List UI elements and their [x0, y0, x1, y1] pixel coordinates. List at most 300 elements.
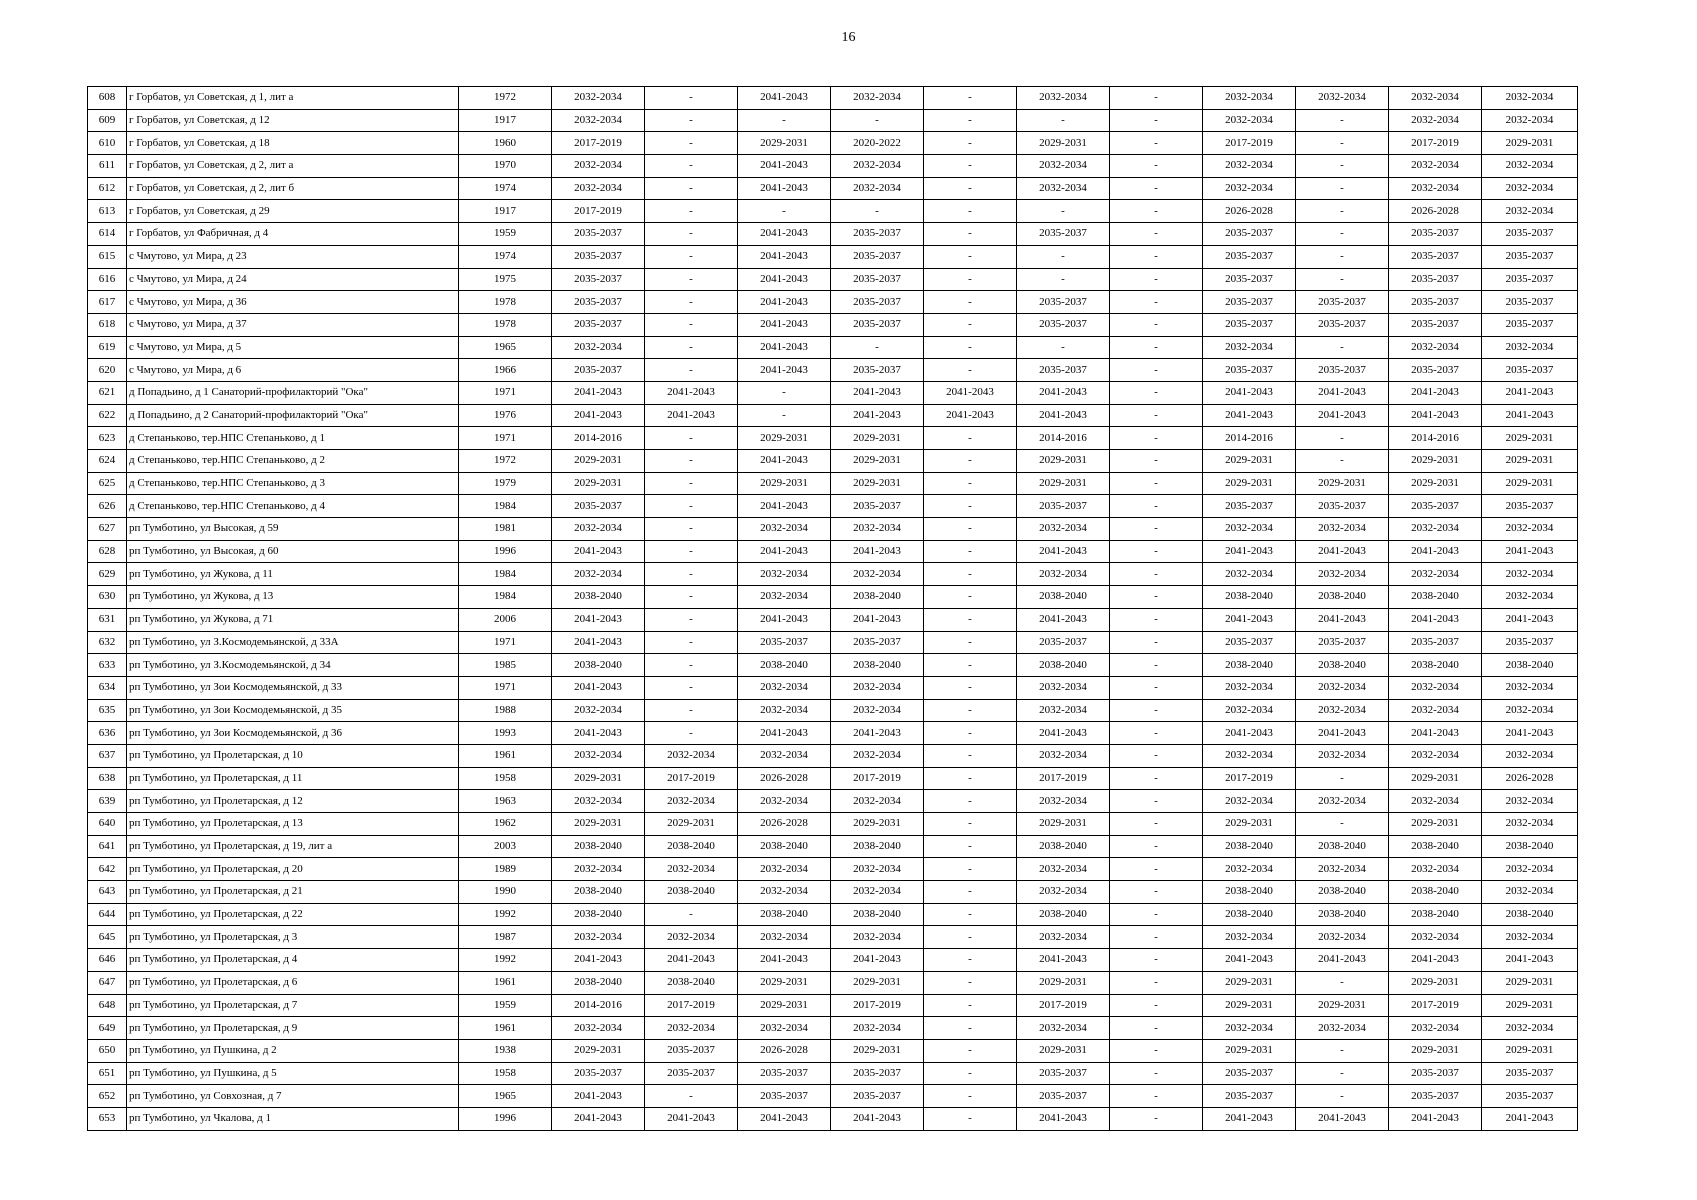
period-cell: 2038-2040	[831, 654, 924, 677]
period-cell: 2032-2034	[738, 790, 831, 813]
period-cell: 2029-2031	[1389, 767, 1482, 790]
period-cell: 2035-2037	[831, 631, 924, 654]
period-cell: -	[924, 903, 1017, 926]
period-cell: -	[1296, 268, 1389, 291]
period-cell: -	[1110, 767, 1203, 790]
period-cell: 2041-2043	[1482, 722, 1578, 745]
period-cell: 2038-2040	[1017, 654, 1110, 677]
period-cell: 2029-2031	[1482, 994, 1578, 1017]
row-number-cell: 616	[88, 268, 127, 291]
period-cell: -	[645, 586, 738, 609]
period-cell: 2017-2019	[1389, 132, 1482, 155]
address-cell: г Горбатов, ул Советская, д 12	[127, 109, 459, 132]
period-cell: -	[645, 1085, 738, 1108]
period-cell: 2026-2028	[738, 1039, 831, 1062]
period-cell: 2035-2037	[1203, 268, 1296, 291]
period-cell: -	[645, 608, 738, 631]
period-cell: -	[1296, 177, 1389, 200]
address-cell: д Степаньково, тер.НПС Степаньково, д 3	[127, 472, 459, 495]
period-cell: -	[924, 427, 1017, 450]
table-row	[88, 200, 1578, 223]
period-cell: 2035-2037	[1389, 1062, 1482, 1085]
period-cell: 2038-2040	[1017, 903, 1110, 926]
period-cell: 2029-2031	[1203, 1039, 1296, 1062]
period-cell: 2035-2037	[552, 359, 645, 382]
year-built-cell: 1987	[459, 926, 552, 949]
period-cell: -	[1296, 427, 1389, 450]
period-cell: 2041-2043	[1017, 404, 1110, 427]
period-cell: 2032-2034	[1017, 699, 1110, 722]
period-cell: 2032-2034	[1203, 744, 1296, 767]
period-cell: 2035-2037	[831, 1085, 924, 1108]
period-cell: -	[645, 903, 738, 926]
year-built-cell: 1961	[459, 971, 552, 994]
period-cell: -	[924, 654, 1017, 677]
table-row	[88, 631, 1578, 654]
period-cell: 2032-2034	[645, 858, 738, 881]
period-cell: 2014-2016	[1017, 427, 1110, 450]
period-cell: 2032-2034	[1389, 563, 1482, 586]
period-cell: 2032-2034	[831, 177, 924, 200]
period-cell: -	[924, 744, 1017, 767]
period-cell: -	[645, 200, 738, 223]
period-cell: 2035-2037	[552, 313, 645, 336]
row-number-cell: 644	[88, 903, 127, 926]
period-cell: 2035-2037	[1482, 359, 1578, 382]
period-cell: -	[645, 132, 738, 155]
period-cell: -	[924, 109, 1017, 132]
period-cell: 2041-2043	[738, 336, 831, 359]
period-cell: 2032-2034	[1389, 858, 1482, 881]
row-number-cell: 643	[88, 881, 127, 904]
period-cell: 2020-2022	[831, 132, 924, 155]
period-cell: 2041-2043	[1389, 949, 1482, 972]
period-cell: 2032-2034	[831, 518, 924, 541]
row-number-cell: 609	[88, 109, 127, 132]
year-built-cell: 1917	[459, 200, 552, 223]
period-cell: 2032-2034	[738, 518, 831, 541]
row-number-cell: 639	[88, 790, 127, 813]
period-cell: 2032-2034	[1296, 676, 1389, 699]
year-built-cell: 1976	[459, 404, 552, 427]
period-cell: 2041-2043	[1482, 608, 1578, 631]
period-cell: 2029-2031	[1389, 1039, 1482, 1062]
period-cell: 2032-2034	[1389, 926, 1482, 949]
period-cell: 2041-2043	[1389, 540, 1482, 563]
period-cell: 2038-2040	[1017, 835, 1110, 858]
period-cell: 2032-2034	[1482, 858, 1578, 881]
address-cell: г Горбатов, ул Фабричная, д 4	[127, 223, 459, 246]
period-cell: 2035-2037	[1482, 313, 1578, 336]
row-number-cell: 625	[88, 472, 127, 495]
period-cell: 2032-2034	[1203, 790, 1296, 813]
address-cell: рп Тумботино, ул Высокая, д 60	[127, 540, 459, 563]
period-cell: 2029-2031	[738, 971, 831, 994]
address-cell: г Горбатов, ул Советская, д 2, лит б	[127, 177, 459, 200]
period-cell: -	[645, 268, 738, 291]
period-cell: -	[1296, 109, 1389, 132]
row-number-cell: 621	[88, 381, 127, 404]
period-cell: 2041-2043	[1017, 1107, 1110, 1130]
period-cell: 2035-2037	[552, 245, 645, 268]
period-cell: 2032-2034	[1203, 155, 1296, 178]
period-cell: -	[1296, 813, 1389, 836]
period-cell: 2035-2037	[1296, 313, 1389, 336]
period-cell: 2029-2031	[1203, 971, 1296, 994]
period-cell: -	[924, 767, 1017, 790]
period-cell: -	[1296, 1085, 1389, 1108]
period-cell: 2035-2037	[1017, 631, 1110, 654]
address-cell: д Попадьино, д 2 Санаторий-профилакторий "Ока"	[127, 404, 459, 427]
period-cell: -	[831, 336, 924, 359]
year-built-cell: 1996	[459, 1107, 552, 1130]
row-number-cell: 617	[88, 291, 127, 314]
period-cell: 2035-2037	[1203, 1085, 1296, 1108]
table-row	[88, 903, 1578, 926]
table-row	[88, 109, 1578, 132]
period-cell: 2041-2043	[552, 404, 645, 427]
period-cell: -	[924, 722, 1017, 745]
period-cell: -	[1110, 109, 1203, 132]
period-cell: 2032-2034	[831, 790, 924, 813]
table-row	[88, 336, 1578, 359]
address-cell: рп Тумботино, ул Пролетарская, д 3	[127, 926, 459, 949]
period-cell: 2035-2037	[1203, 223, 1296, 246]
period-cell: -	[924, 268, 1017, 291]
period-cell: -	[1110, 835, 1203, 858]
period-cell: 2029-2031	[1296, 994, 1389, 1017]
table-row	[88, 1062, 1578, 1085]
period-cell: -	[1110, 87, 1203, 110]
period-cell: 2038-2040	[831, 903, 924, 926]
period-cell: 2032-2034	[1203, 109, 1296, 132]
period-cell: 2032-2034	[1389, 676, 1482, 699]
period-cell: 2032-2034	[831, 926, 924, 949]
period-cell: 2041-2043	[1296, 949, 1389, 972]
period-cell: 2029-2031	[552, 767, 645, 790]
table-row	[88, 404, 1578, 427]
period-cell: 2041-2043	[645, 381, 738, 404]
year-built-cell: 1996	[459, 540, 552, 563]
period-cell: 2032-2034	[1482, 109, 1578, 132]
period-cell: -	[1110, 177, 1203, 200]
period-cell: 2032-2034	[1296, 87, 1389, 110]
period-cell: 2032-2034	[1389, 518, 1482, 541]
period-cell: 2032-2034	[645, 744, 738, 767]
period-cell: 2032-2034	[1389, 109, 1482, 132]
period-cell: 2029-2031	[1017, 132, 1110, 155]
period-cell: 2032-2034	[552, 926, 645, 949]
period-cell: 2032-2034	[1482, 676, 1578, 699]
table-row	[88, 427, 1578, 450]
period-cell: 2035-2037	[1296, 495, 1389, 518]
period-cell: -	[924, 87, 1017, 110]
period-cell: 2029-2031	[1017, 472, 1110, 495]
period-cell: 2035-2037	[1389, 359, 1482, 382]
address-cell: рп Тумботино, ул Пушкина, д 5	[127, 1062, 459, 1085]
address-cell: рп Тумботино, ул Зои Космодемьянской, д 36	[127, 722, 459, 745]
period-cell: 2032-2034	[552, 858, 645, 881]
row-number-cell: 651	[88, 1062, 127, 1085]
period-cell: 2029-2031	[738, 472, 831, 495]
period-cell: -	[1110, 313, 1203, 336]
period-cell: 2032-2034	[1482, 200, 1578, 223]
year-built-cell: 2003	[459, 835, 552, 858]
period-cell: 2032-2034	[1017, 518, 1110, 541]
year-built-cell: 2006	[459, 608, 552, 631]
period-cell: 2032-2034	[1389, 744, 1482, 767]
period-cell: -	[924, 790, 1017, 813]
table-row	[88, 87, 1578, 110]
period-cell: 2041-2043	[738, 245, 831, 268]
period-cell: 2035-2037	[831, 1062, 924, 1085]
period-cell: -	[924, 858, 1017, 881]
period-cell: 2038-2040	[738, 835, 831, 858]
period-cell: -	[645, 495, 738, 518]
period-cell: -	[1110, 903, 1203, 926]
period-cell: -	[738, 404, 831, 427]
table-row	[88, 268, 1578, 291]
address-cell: рп Тумботино, ул Зои Космодемьянской, д 33	[127, 676, 459, 699]
period-cell: 2041-2043	[1203, 381, 1296, 404]
period-cell: 2041-2043	[552, 676, 645, 699]
period-cell: 2017-2019	[1389, 994, 1482, 1017]
row-number-cell: 630	[88, 586, 127, 609]
period-cell: 2035-2037	[738, 1085, 831, 1108]
row-number-cell: 648	[88, 994, 127, 1017]
period-cell: 2029-2031	[1017, 450, 1110, 473]
row-number-cell: 628	[88, 540, 127, 563]
year-built-cell: 1979	[459, 472, 552, 495]
address-cell: рп Тумботино, ул Пролетарская, д 6	[127, 971, 459, 994]
period-cell: -	[1110, 1107, 1203, 1130]
period-cell: 2029-2031	[831, 813, 924, 836]
period-cell: 2032-2034	[738, 926, 831, 949]
row-number-cell: 623	[88, 427, 127, 450]
period-cell: 2032-2034	[1389, 790, 1482, 813]
period-cell: -	[1110, 450, 1203, 473]
table-body	[88, 87, 1578, 1131]
period-cell: 2035-2037	[552, 268, 645, 291]
period-cell: 2032-2034	[1017, 1017, 1110, 1040]
period-cell: 2041-2043	[738, 268, 831, 291]
year-built-cell: 1993	[459, 722, 552, 745]
table-row	[88, 699, 1578, 722]
period-cell: 2032-2034	[1389, 155, 1482, 178]
period-cell: 2038-2040	[738, 654, 831, 677]
period-cell: -	[1296, 450, 1389, 473]
period-cell: -	[1110, 291, 1203, 314]
period-cell: 2041-2043	[645, 1107, 738, 1130]
period-cell: 2032-2034	[645, 1017, 738, 1040]
period-cell: -	[924, 200, 1017, 223]
period-cell: 2029-2031	[1389, 472, 1482, 495]
period-cell: 2035-2037	[1296, 291, 1389, 314]
row-number-cell: 650	[88, 1039, 127, 1062]
period-cell: 2032-2034	[738, 1017, 831, 1040]
year-built-cell: 1958	[459, 1062, 552, 1085]
year-built-cell: 1974	[459, 177, 552, 200]
period-cell: 2032-2034	[831, 87, 924, 110]
period-cell: 2041-2043	[924, 404, 1017, 427]
year-built-cell: 1961	[459, 744, 552, 767]
period-cell: 2035-2037	[831, 291, 924, 314]
period-cell: -	[1110, 359, 1203, 382]
table-row	[88, 1107, 1578, 1130]
period-cell: 2041-2043	[1389, 722, 1482, 745]
year-built-cell: 1992	[459, 949, 552, 972]
period-cell: 2038-2040	[1203, 654, 1296, 677]
year-built-cell: 1958	[459, 767, 552, 790]
period-cell: 2041-2043	[1296, 540, 1389, 563]
period-cell: -	[1110, 404, 1203, 427]
period-cell: 2041-2043	[1017, 949, 1110, 972]
period-cell: 2041-2043	[552, 381, 645, 404]
period-cell: -	[924, 631, 1017, 654]
period-cell: 2014-2016	[552, 427, 645, 450]
period-cell: 2041-2043	[552, 608, 645, 631]
period-cell: 2029-2031	[1482, 132, 1578, 155]
period-cell: 2035-2037	[552, 495, 645, 518]
period-cell: 2032-2034	[1482, 87, 1578, 110]
period-cell: 2035-2037	[645, 1039, 738, 1062]
row-number-cell: 635	[88, 699, 127, 722]
period-cell: 2032-2034	[1017, 87, 1110, 110]
address-cell: рп Тумботино, ул Чкалова, д 1	[127, 1107, 459, 1130]
period-cell: 2032-2034	[1203, 563, 1296, 586]
period-cell: 2014-2016	[1203, 427, 1296, 450]
row-number-cell: 631	[88, 608, 127, 631]
period-cell: 2029-2031	[1203, 813, 1296, 836]
period-cell: 2032-2034	[552, 87, 645, 110]
address-cell: рп Тумботино, ул З.Космодемьянской, д 33А	[127, 631, 459, 654]
address-cell: г Горбатов, ул Советская, д 1, лит а	[127, 87, 459, 110]
period-cell: 2035-2037	[1389, 495, 1482, 518]
period-cell: 2041-2043	[1203, 949, 1296, 972]
period-cell: 2032-2034	[552, 177, 645, 200]
table-row	[88, 994, 1578, 1017]
period-cell: -	[645, 87, 738, 110]
period-cell: 2038-2040	[831, 835, 924, 858]
period-cell: 2032-2034	[831, 858, 924, 881]
period-cell: 2029-2031	[1017, 971, 1110, 994]
period-cell: 2038-2040	[1203, 835, 1296, 858]
period-cell: 2029-2031	[1482, 427, 1578, 450]
period-cell: 2032-2034	[738, 858, 831, 881]
period-cell: -	[645, 540, 738, 563]
year-built-cell: 1970	[459, 155, 552, 178]
period-cell: -	[1296, 132, 1389, 155]
period-cell: 2032-2034	[1203, 177, 1296, 200]
table-row	[88, 563, 1578, 586]
period-cell: -	[738, 381, 831, 404]
period-cell: 2041-2043	[552, 1085, 645, 1108]
period-cell: -	[1296, 155, 1389, 178]
period-cell: -	[924, 177, 1017, 200]
period-cell: 2032-2034	[1482, 177, 1578, 200]
period-cell: -	[645, 427, 738, 450]
period-cell: 2038-2040	[1389, 903, 1482, 926]
period-cell: -	[738, 109, 831, 132]
period-cell: -	[831, 109, 924, 132]
address-cell: рп Тумботино, ул Пролетарская, д 20	[127, 858, 459, 881]
address-cell: рп Тумботино, ул Пролетарская, д 12	[127, 790, 459, 813]
year-built-cell: 1959	[459, 994, 552, 1017]
period-cell: 2032-2034	[1296, 858, 1389, 881]
period-cell: -	[1110, 699, 1203, 722]
period-cell: 2032-2034	[831, 563, 924, 586]
year-built-cell: 1965	[459, 336, 552, 359]
row-number-cell: 626	[88, 495, 127, 518]
period-cell: 2035-2037	[1296, 359, 1389, 382]
period-cell: 2032-2034	[1296, 563, 1389, 586]
period-cell: 2041-2043	[738, 450, 831, 473]
period-cell: 2035-2037	[1482, 1062, 1578, 1085]
period-cell: 2038-2040	[1389, 586, 1482, 609]
row-number-cell: 612	[88, 177, 127, 200]
period-cell: 2038-2040	[1389, 881, 1482, 904]
period-cell: -	[924, 949, 1017, 972]
table-row	[88, 654, 1578, 677]
period-cell: 2029-2031	[552, 450, 645, 473]
period-cell: 2032-2034	[1482, 926, 1578, 949]
period-cell: 2035-2037	[831, 313, 924, 336]
period-cell: -	[1296, 223, 1389, 246]
address-cell: с Чмутово, ул Мира, д 36	[127, 291, 459, 314]
period-cell: 2038-2040	[552, 881, 645, 904]
period-cell: -	[1110, 132, 1203, 155]
period-cell: 2038-2040	[738, 903, 831, 926]
period-cell: 2038-2040	[645, 835, 738, 858]
period-cell: 2035-2037	[1203, 631, 1296, 654]
year-built-cell: 1974	[459, 245, 552, 268]
year-built-cell: 1965	[459, 1085, 552, 1108]
period-cell: 2032-2034	[1203, 676, 1296, 699]
period-cell: -	[924, 495, 1017, 518]
year-built-cell: 1988	[459, 699, 552, 722]
period-cell: 2041-2043	[1017, 381, 1110, 404]
period-cell: 2041-2043	[1482, 1107, 1578, 1130]
period-cell: -	[1296, 245, 1389, 268]
address-cell: д Попадьино, д 1 Санаторий-профилакторий "Ока"	[127, 381, 459, 404]
table-row	[88, 245, 1578, 268]
period-cell: 2041-2043	[738, 1107, 831, 1130]
period-cell: 2029-2031	[1482, 1039, 1578, 1062]
period-cell: 2038-2040	[1203, 881, 1296, 904]
period-cell: 2029-2031	[1482, 450, 1578, 473]
period-cell: -	[924, 676, 1017, 699]
period-cell: 2029-2031	[738, 427, 831, 450]
period-cell: 2029-2031	[1482, 472, 1578, 495]
address-cell: с Чмутово, ул Мира, д 37	[127, 313, 459, 336]
period-cell: -	[924, 223, 1017, 246]
period-cell: -	[924, 994, 1017, 1017]
address-cell: рп Тумботино, ул Высокая, д 59	[127, 518, 459, 541]
period-cell: 2035-2037	[552, 1062, 645, 1085]
period-cell: 2035-2037	[1482, 495, 1578, 518]
period-cell: 2032-2034	[552, 155, 645, 178]
period-cell: -	[924, 132, 1017, 155]
period-cell: -	[924, 155, 1017, 178]
period-cell: 2032-2034	[1296, 1017, 1389, 1040]
period-cell: 2029-2031	[831, 1039, 924, 1062]
row-number-cell: 641	[88, 835, 127, 858]
period-cell: 2035-2037	[1482, 631, 1578, 654]
period-cell: -	[924, 699, 1017, 722]
year-built-cell: 1978	[459, 291, 552, 314]
period-cell: 2038-2040	[1482, 835, 1578, 858]
period-cell: -	[645, 291, 738, 314]
